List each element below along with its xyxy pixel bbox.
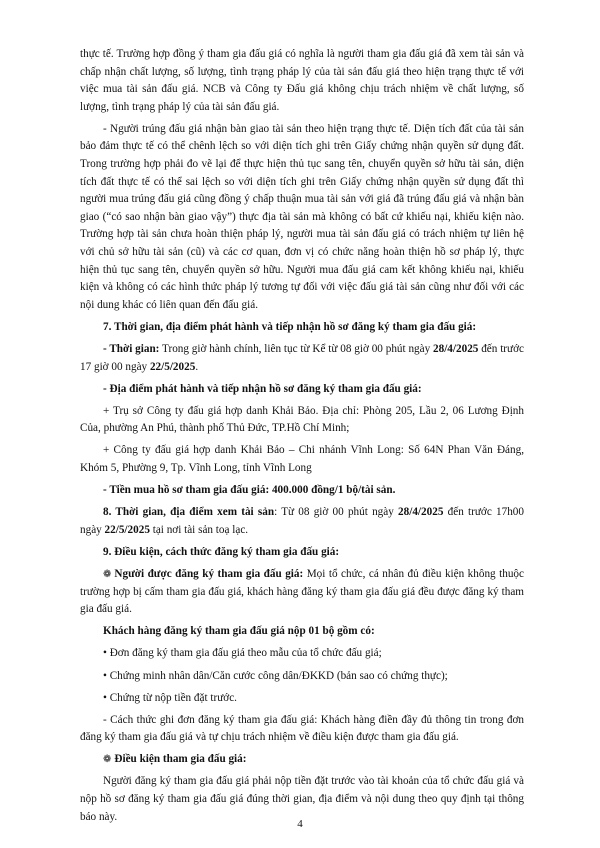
document-body xyxy=(80,46,524,831)
section-9-who-text: Mọi tổ chức, cá nhân đủ điều kiện không thuộc trường hợp bị cấm tham gia đấu giá, khách hàng đăng ký tham gia đấu giá đều được đăng ký tham gia đấu giá. xyxy=(80,568,524,616)
paragraph-2: - Người trúng đấu giá nhận bàn giao tài sản theo hiện trạng thực tế. Diện tích đất của tài sản bảo đảm thực tế có thể chênh lệch so với diện tích ghi trên Giấy chứng nhận quyền sử dụng đất. Trong trường hợp phải đo vẽ lại để thực hiện thủ tục sang tên, chuyển quyền sở hữu tài sản, diện tích đất thực tế có thể sai lệch so với diện tích ghi trên Giấy chứng nhận quyền sử dụng đất thì người mua trúng đấu giá cũng đồng ý chấp thuận mua tài sản với giá đã trúng đấu giá và nhận bàn giao (“có sao nhận bàn giao vậy”) thực địa tài sản mà không có bất cứ khiếu nại, khiếu kiện nào. Trường hợp tài sản chưa hoàn thiện pháp lý, người mua tài sản đấu giá có trách nhiệm tự liên hệ với chủ sở hữu tài sản (cũ) và các cơ quan, đơn vị có chức năng hoàn thiện hồ sơ pháp lý, thực hiện thủ tục sang tên, chuyển quyền sở hữu. Người mua đấu giá cam kết không khiếu nại, khiếu kiện và không có các hình thức pháp lý tương tự đối với việc đấu giá tài sản cũng như đối với các nội dung khác có liên quan đến đấu giá. xyxy=(80,122,524,311)
section-7-time-label: - Thời gian: xyxy=(103,343,160,355)
section-7-place-1: + Trụ sở Công ty đấu giá hợp danh Khải Bảo. Địa chỉ: Phòng 205, Lầu 2, 06 Lương Định Của, phường An Phú, thành phố Thủ Đức, TP.Hồ Chí Minh; xyxy=(80,404,524,435)
section-9-who-label: Người được đăng ký tham gia đấu giá: xyxy=(114,568,304,581)
section-8-date-end: 22/5/2025 xyxy=(104,523,150,536)
section-8-text-c: tại nơi tài sản toạ lạc. xyxy=(149,523,249,536)
paragraph-1: thực tế. Trường hợp đồng ý tham gia đấu giá có nghĩa là người tham gia đấu giá đã xem tài sản và chấp nhận chất lượng, số lượng, tình trạng pháp lý của tài sản đấu giá theo hiện trạng thực tế với việc mua tài sản đấu giá. NCB và Công ty Đấu giá không chịu trách nhiệm về chất lượng, số lượng, tình trạng pháp lý của tài sản đấu giá. xyxy=(80,48,524,113)
section-8-text-a: : Từ 08 giờ 00 phút ngày xyxy=(274,506,399,519)
section-7-place-2: + Công ty đấu giá hợp danh Khải Bảo – Chi nhánh Vĩnh Long: Số 64N Phan Văn Đáng, Khóm 5, Phường 9, Tp. Vĩnh Long, tỉnh Vĩnh Long xyxy=(80,444,524,475)
section-9-doc-1: • Đơn đăng ký tham gia đấu giá theo mẫu của tổ chức đấu giá; xyxy=(103,647,382,660)
section-9-conditions-label: Điều kiện tham gia đấu giá: xyxy=(114,753,247,766)
section-9-doc-3: • Chứng từ nộp tiền đặt trước. xyxy=(103,691,237,704)
section-7-time-text-c: . xyxy=(195,360,199,373)
page-number: 4 xyxy=(297,818,303,830)
section-9-heading: 9. Điều kiện, cách thức đăng ký tham gia đấu giá: xyxy=(103,545,340,558)
section-7-fee: - Tiền mua hồ sơ tham gia đấu giá: 400.000 đồng/1 bộ/tài sản. xyxy=(103,484,396,497)
section-8-date-start: 28/4/2025 xyxy=(398,506,444,519)
section-7-time-text-a: Trong giờ hành chính, liên tục từ Kể từ 08 giờ 00 phút ngày xyxy=(159,343,434,355)
section-7-time-date-end: 22/5/2025 xyxy=(149,360,196,373)
section-7-heading: 7. Thời gian, địa điểm phát hành và tiếp nhận hồ sơ đăng ký tham gia đấu giá: xyxy=(103,320,477,333)
section-9-method: - Cách thức ghi đơn đăng ký tham gia đấu giá: Khách hàng điền đầy đủ thông tin trong đơn đăng ký tham gia đấu giá và tự chịu trách nhiệm về điều kiện được tham gia đấu giá. xyxy=(80,713,524,744)
section-9-who xyxy=(80,566,524,619)
section-9-conditions-heading xyxy=(80,751,524,769)
section-8-label: 8. Thời gian, địa điểm xem tài sản xyxy=(103,506,275,519)
section-8-text-b: đến trước 17h00 ngày xyxy=(80,506,524,536)
section-7-time-date-start: 28/4/2025 xyxy=(433,343,479,355)
section-7-time-text-b: đến trước 17 giờ 00 ngày xyxy=(80,343,524,373)
flower-bullet-icon: ❁ xyxy=(103,569,112,581)
section-7-time xyxy=(80,341,524,376)
section-8 xyxy=(80,504,524,539)
section-9-conditions-text: Người đăng ký tham gia đấu giá phải nộp tiền đặt trước vào tài khoản của tổ chức đấu giá và nộp hồ sơ đăng ký tham gia đấu giá đúng thời gian, địa điểm và nội dung theo quy định tại thông báo này. xyxy=(80,775,524,823)
section-7-place-label: - Địa điểm phát hành và tiếp nhận hồ sơ đăng ký tham gia đấu giá: xyxy=(103,382,422,395)
flower-bullet-icon: ❁ xyxy=(103,754,112,766)
section-9-doc-2: • Chứng minh nhân dân/Căn cước công dân/ĐKKD (bản sao có chứng thực); xyxy=(103,669,448,682)
section-9-docs-label: Khách hàng đăng ký tham gia đấu giá nộp 01 bộ gồm có: xyxy=(103,625,375,638)
